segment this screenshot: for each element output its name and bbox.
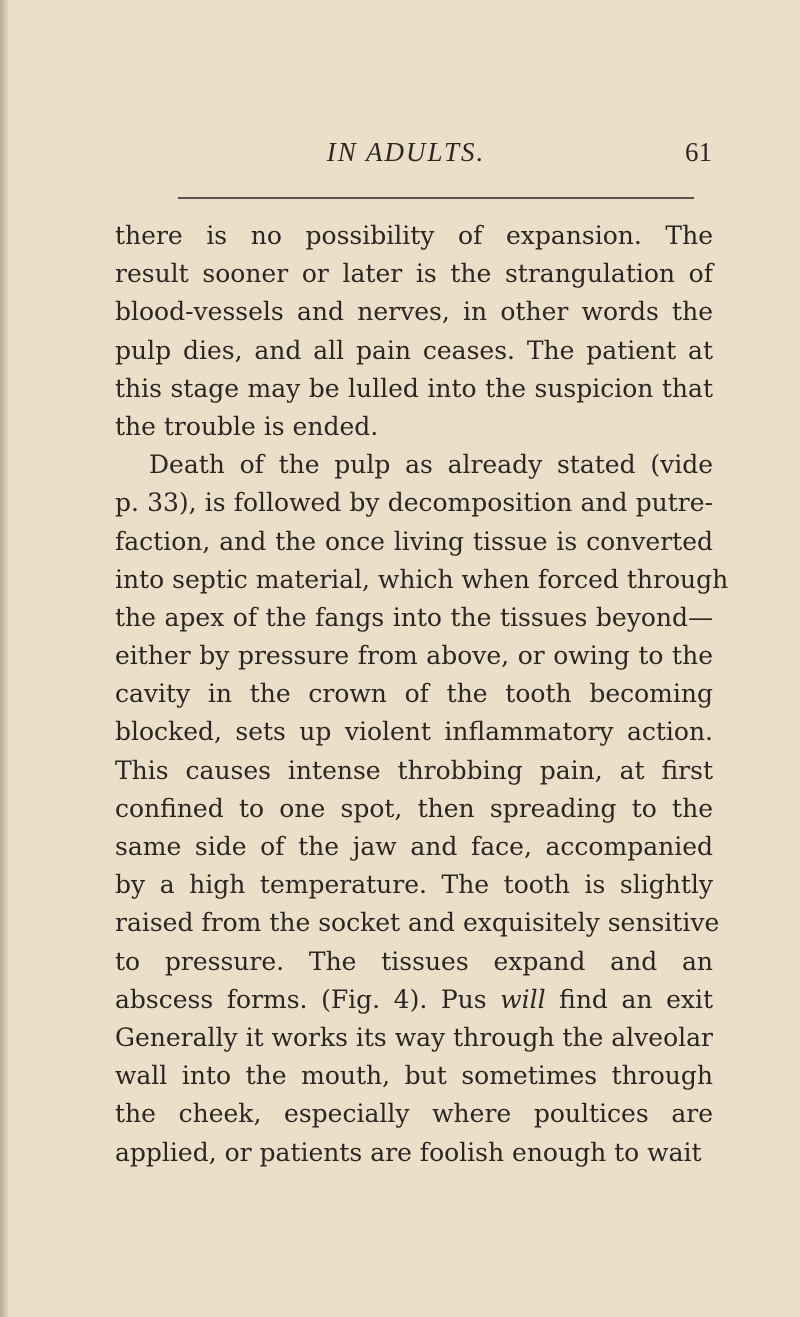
text-segment: find an exit [559,984,714,1014]
text-line: same side of the jaw and face, accompanied [115,832,713,861]
text-segment: abscess forms. (Fig. 4). Pus [115,984,487,1014]
page-number: 61 [685,137,712,167]
text-line: blocked, sets up violent inflammatory action. [115,717,713,747]
text-line: into septic material, which when forced through [115,564,729,594]
text-line: either by pressure from above, or owing to the [115,641,713,671]
running-title: IN ADULTS. [326,137,486,167]
text-line: the apex of the fangs into the tissues beyond— [115,602,713,632]
text-line: This causes intense throbbing pain, at first [115,755,713,785]
text-line: confined to one spot, then spreading to the [115,793,713,823]
text-line-with-italic [115,981,713,1019]
text-line: to pressure. The tissues expand and an [115,946,713,976]
page-edge-shadow [0,0,8,1317]
text-line: this stage may be lulled into the suspicion that [115,373,713,403]
text-line: faction, and the once living tissue is converted [115,526,713,556]
text-line: applied, or patients are foolish enough to wait [115,1137,702,1167]
text-line: p. 33), is followed by decomposition and putre- [115,488,713,518]
text-line: pulp dies, and all pain ceases. The patient at [115,335,713,365]
text-line: there is no possibility of expansion. The [115,221,713,250]
header-rule [178,197,694,199]
text-line: blood-vessels and nerves, in other words the [115,297,713,327]
body-text [115,217,729,1172]
text-line: Generally it works its way through the alveolar [115,1022,713,1052]
running-head [100,133,712,173]
text-line: wall into the mouth, but sometimes through [115,1061,713,1091]
text-line: the cheek, especially where poultices are [115,1099,713,1129]
text-line: by a high temperature. The tooth is slightly [115,870,713,900]
text-line: result sooner or later is the strangulation of [115,259,713,289]
text-line: raised from the socket and exquisitely sensitive [115,908,720,938]
text-line: cavity in the crown of the tooth becoming [115,679,713,709]
text-line: the trouble is ended. [115,411,379,441]
text-line: Death of the pulp as already stated (vide [149,450,713,480]
italic-word: will [500,984,546,1014]
